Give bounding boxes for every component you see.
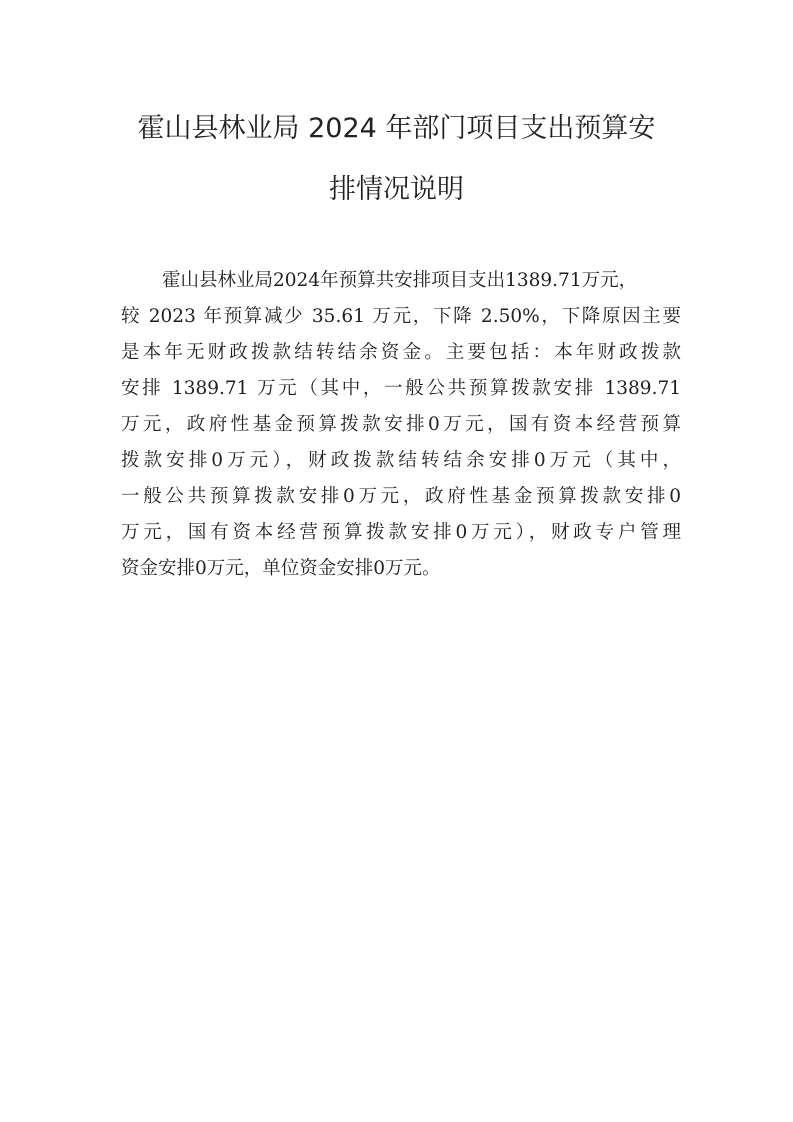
paragraph-line-4: 安排 1389.71 万元（其中，一般公共预算拨款安排 1389.71 xyxy=(121,378,681,399)
paragraph-line-7: 一般公共预算拨款安排0万元，政府性基金预算拨款安排0 xyxy=(121,486,681,507)
paragraph-line-9: 资金安排0万元，单位资金安排0万元。 xyxy=(121,558,441,579)
paragraph-line-1: 霍山县林业局2024年预算共安排项目支出1389.71万元， xyxy=(162,270,638,291)
paragraph-line-8: 万元，国有资本经营预算拨款安排0万元），财政专户管理 xyxy=(121,522,681,543)
document-title-line-2: 排情况说明 xyxy=(329,174,464,205)
document-title-line-1: 霍山县林业局 2024 年部门项目支出预算安 xyxy=(137,113,656,144)
paragraph-line-5: 万元，政府性基金预算拨款安排0万元，国有资本经营预算 xyxy=(121,414,681,435)
paragraph-line-2: 较 2023 年预算减少 35.61 万元，下降 2.50%，下降原因主要 xyxy=(121,306,681,327)
paragraph-line-3: 是本年无财政拨款结转结余资金。主要包括：本年财政拨款 xyxy=(121,342,681,363)
paragraph-line-6: 拨款安排0万元），财政拨款结转结余安排0万元（其中， xyxy=(121,450,681,471)
